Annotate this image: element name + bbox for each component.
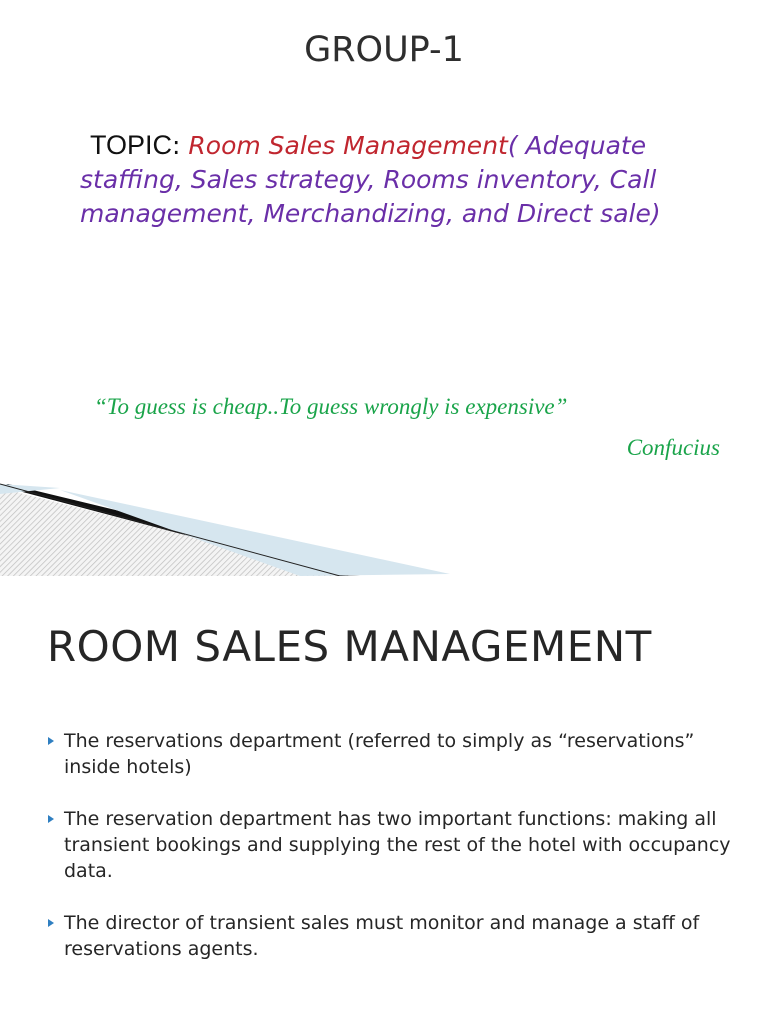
topic-label: TOPIC xyxy=(90,130,173,160)
bullet-arrow-icon xyxy=(48,815,54,823)
bullet-text: The director of transient sales must monitor and manage a staff of reservations agents. xyxy=(64,912,700,960)
bullet-text: The reservations department (referred to simply as “reservations” inside hotels) xyxy=(64,730,695,778)
quote-author: Confucius xyxy=(626,435,720,460)
list-item xyxy=(46,910,736,962)
bullet-arrow-icon xyxy=(48,737,54,745)
topic-detail-line3: management, Merchandizing, and Direct sale) xyxy=(80,199,661,228)
quote-text: “To guess is cheap..To guess wrongly is expensive” xyxy=(94,394,568,419)
slide-2 xyxy=(0,582,768,1024)
bullet-list xyxy=(46,728,736,988)
bullet-arrow-icon xyxy=(48,919,54,927)
list-item xyxy=(46,806,736,884)
list-item xyxy=(46,728,736,780)
decorative-swoosh xyxy=(0,470,768,576)
topic-detail-line2: staffing, Sales strategy, Rooms inventory, Call xyxy=(80,165,657,194)
topic-block xyxy=(80,128,740,231)
group-title: GROUP-1 xyxy=(304,30,464,70)
slide-heading: ROOM SALES MANAGEMENT xyxy=(47,622,652,671)
topic-colon: : xyxy=(172,131,181,160)
topic-title: Room Sales Management xyxy=(188,131,508,160)
bullet-text: The reservation department has two important functions: making all transient bookings and supplying the rest of the hotel with occupancy data. xyxy=(64,808,731,882)
topic-detail-line1: ( Adequate xyxy=(507,131,647,160)
